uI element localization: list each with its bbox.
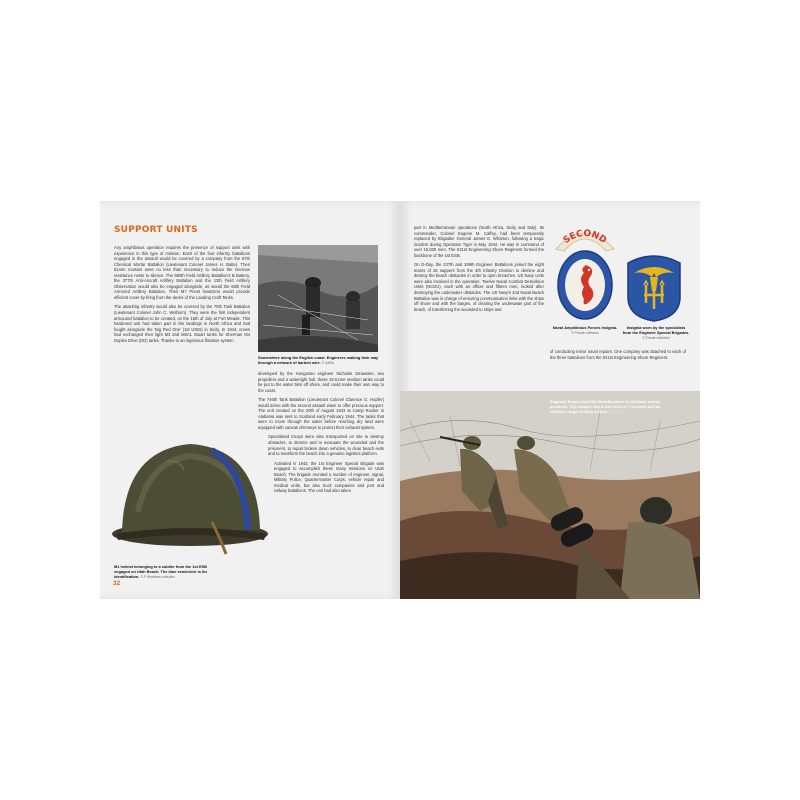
naval-patch-caption — [552, 325, 618, 336]
photo-credit: © NARA — [609, 410, 622, 414]
right-page — [400, 201, 700, 599]
paragraph: developed by the Hungarian engineer Nicholas Straussler, two propellers and a watertight hull, these 32-tonne medium tanks could be put to the water 5km off shore, and could make their own way to the coast. — [258, 371, 384, 393]
engineer-patch-caption — [622, 325, 690, 341]
flamethrower-photo-caption — [550, 399, 670, 415]
paragraph: Specialised troops were also transported on site to destroy obstacles, to demine and to evacuate the wounded and the prisoners, to repair broken down vehicles, to clear beach exits and to transform the beach into a genuine logistics platform. — [268, 434, 384, 457]
caption-text: Insignia worn by the specialists from the Engineer Special Brigades. — [622, 325, 690, 335]
engineer-special-brigade-patch — [626, 251, 682, 323]
right-column-2 — [550, 349, 686, 364]
right-column-1 — [414, 225, 544, 316]
paragraph: The 746th Tank Battalion (Lieutenant Colonel Clarence G. Hupfer) would arrive with the second assault wave to offer precious support. The unit created on the 20th of August 1943 at Camp Rucker in Alabama was sent to Scotland early February 1944. The tanks that were to move through the water before reaching dry land were equipped with canvas chimneys to protect their exhaust system. — [258, 397, 384, 430]
photo-credit: © Private collection — [571, 331, 599, 335]
barbed-wire-photo — [258, 245, 378, 352]
paragraph: Activated in 1942, the 1st Engineer Special Brigade was engaged to accomplish these many missions on Utah Beach. The brigade reunited a number of engineer, signal, Military Police, Quartermaster Corps, vehicle repair and medical units, but also truck companies and port and railway battalions. The unit had also taken — [274, 460, 384, 494]
caption-text: M1 helmet belonging to a soldier from the 1st ESB engaged on Utah Beach. The blue semicircle is for identification. — [114, 564, 208, 579]
paragraph: of conducting minor naval repairs. One company was attached to each of the three battalions from the 531st Engineering Shore Regiment. — [550, 349, 686, 360]
photo-credit: © P. Bénéteau collection — [140, 575, 175, 579]
caption-text: Naval Amphibious Forces insignia. — [552, 325, 618, 330]
page-number: 32 — [113, 580, 121, 587]
paragraph: The attacking infantry would also be covered by the 70th Tank Battalion (Lieutenant Colonel John C. Welborn). They were the first independent armoured battalion to be created, on the 15th of July at Fort Meade. This hardened unit had taken part in the landings in North Africa and had fought alongside the 'Big Red One' (1st USID) in Sicily. In 1944, crews had exchanged their light M3 and M5A1 Stuart tanks for Sherman M4 Duplex Drive (DD) tanks. Thanks to an ingenious flotation system — [114, 304, 250, 343]
caption-text: Engineer troops used M2 flamethrowers to eliminate enemy positions. The weapon had a burn time of 7 seconds and an effective range of thirty metres. — [550, 399, 661, 414]
patch-tab-text: SECOND — [561, 228, 609, 246]
barbed-wire-photo-image — [258, 245, 378, 352]
paragraph: part in Mediterranean operations (North Africa, Sicily and Italy). Its commander, Colonel Eugene M. Caffey, had been temporarily replaced by Brigadier General James E. Wharton, following a tragic incident during Operation Tiger in May 1944. He was in command of over 15,000 men. The 531st Engineering Shore Regiment formed the backbone of the 1st ESB. — [414, 225, 544, 258]
photo-credit: © NARA — [321, 361, 334, 365]
flamethrower-photo — [400, 391, 700, 599]
naval-amphibious-patch — [556, 249, 614, 323]
paragraph: Any amphibious operation requires the presence of support units with experience in this type of mission. Each of the four infantry battalions engaged in the assault would be covered by a company from the 87th Chemical Mortar Battalion (Lieutenant Colonel James H. Batte). Their 81mm mortars were no less than necessary to reduce the German resistance nests to silence. The 980th Field Artillery Battalion's B Battery, the 377th Anti-Aircraft Artillery Battalion and the 13th Field Artillery Observation would also be engaged alongside, as would the 65th Field Armored Artillery Battalion. Their M7 Priest howitzers would provide efficient cover by firing from the decks of the Landing Craft Tanks. — [114, 245, 250, 300]
m1-helmet-image — [108, 422, 268, 562]
left-column-1 — [114, 245, 250, 347]
photo-credit: © Private collection — [642, 336, 670, 340]
flamethrower-photo-image — [400, 391, 700, 599]
left-page — [100, 201, 400, 599]
section-title: SUPPORT UNITS — [114, 225, 198, 235]
caption-text: Somewhere along the English coast. Engineers making their way through a network of barbed wire. — [258, 355, 379, 365]
left-column-2 — [258, 371, 384, 498]
paragraph: On D-Day, the 237th and 299th Engineer Battalions joined the eight teams of 26 sappers from the 4th Infantry Division to demine and destroy the beach obstacles in order to open breaches. US Navy units were also involved in the operation. Twelve Naval Combat Demolition Units (NCDU), each with an officer and fifteen men, looked after destroying the underwater obstacles. The US Navy's 2nd Naval Beach Battalion was in charge of ensuring communication links with the ships off shore and with the barges, of clearing the underwater part of the beach, of transferring the wounded to ships and — [414, 262, 544, 312]
svg-text:SECOND — [562, 229, 608, 246]
barbed-wire-photo-caption — [258, 355, 380, 366]
m1-helmet-photo — [108, 422, 268, 562]
helmet-caption — [114, 564, 224, 580]
eagle-trident-icon — [626, 251, 682, 323]
seahorse-icon — [556, 249, 614, 323]
